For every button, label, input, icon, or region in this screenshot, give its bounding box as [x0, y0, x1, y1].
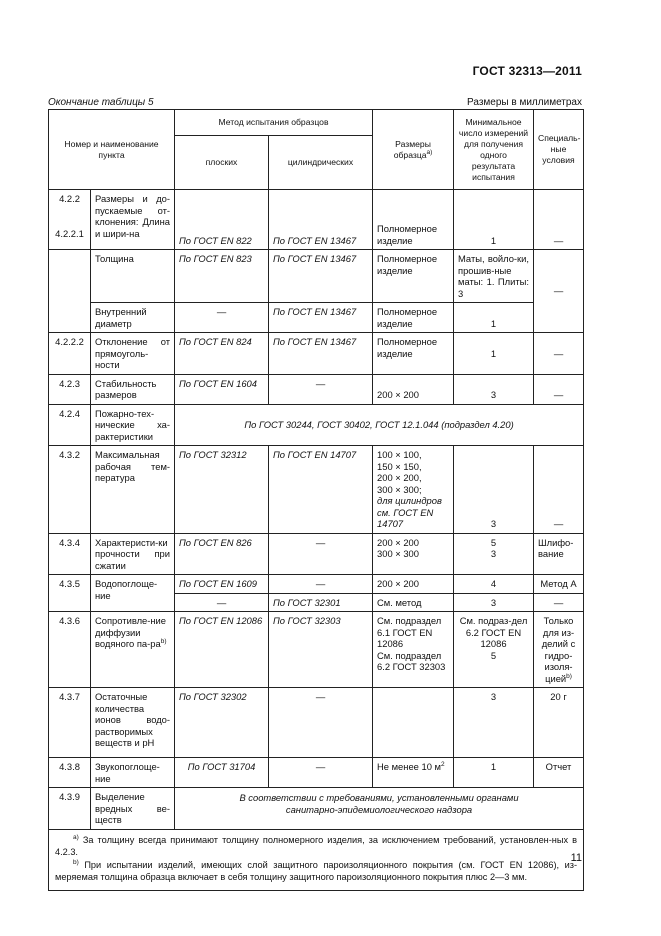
method-cylindrical: По ГОСТ EN 14707	[269, 446, 373, 534]
method-cylindrical: —	[269, 688, 373, 758]
method-flat: По ГОСТ EN 826	[175, 533, 269, 575]
min-measurements: 1	[454, 190, 534, 250]
method-flat: —	[175, 593, 269, 612]
special-conditions: —	[534, 333, 584, 375]
item-name: Звукопоглоще-ние	[91, 758, 175, 788]
method-flat: По ГОСТ 31704	[175, 758, 269, 788]
min-measurements: 1	[454, 303, 534, 333]
item-number: 4.2.2 4.2.2.1	[49, 190, 91, 250]
table-caption: Окончание таблицы 5	[48, 97, 154, 108]
item-number: 4.3.7	[49, 688, 91, 758]
footnote-a: $^{а)}$ За толщину всегда принимают толщину полномерного изделия, за исключением требований, установлен-ных в 4.2.3.	[55, 833, 578, 857]
min-measurements: См. подраз-дел 6.2 ГОСТ EN 12086 5	[454, 612, 534, 688]
sample-size: Полномерное изделие	[373, 250, 454, 303]
method-flat: По ГОСТ EN 824	[175, 333, 269, 375]
special-conditions: —	[534, 250, 584, 333]
item-name: Толщина	[91, 250, 175, 303]
item-name: Выделение вредных ве-ществ	[91, 788, 175, 830]
method-merged: В соответствии с требованиями, установленными органами санитарно-эпидемиологического надзора	[175, 788, 584, 830]
method-flat: По ГОСТ EN 12086	[175, 612, 269, 688]
footnote-b: $^{b)}$ При испытании изделий, имеющих слой защитного пароизоляционного покрытия (см. ГОСТ EN 12086), из-меряемая толщина образца включает в себя толщину защитного пароизоляционного покрытия плюс 2—3 мм.	[55, 858, 578, 882]
test-methods-table	[48, 109, 584, 891]
min-measurements: 3	[454, 374, 534, 404]
method-flat: По ГОСТ EN 822	[175, 190, 269, 250]
header-size: Размеры образца$^{а)}$	[373, 110, 454, 190]
units-caption: Размеры в миллиметрах	[467, 97, 582, 108]
sample-size: 100 × 100, 150 × 150, 200 × 200, 300 × 300; для цилиндров см. ГОСТ EN 14707	[373, 446, 454, 534]
min-measurements: 3	[454, 688, 534, 758]
item-number: 4.2.2.2	[49, 333, 91, 375]
min-measurements: 3	[454, 593, 534, 612]
table-row	[49, 250, 584, 303]
table-row	[49, 788, 584, 830]
item-number: 4.3.8	[49, 758, 91, 788]
special-conditions: Отчет	[534, 758, 584, 788]
sample-size: Полномерное изделие	[373, 333, 454, 375]
standard-designation: ГОСТ 32313—2011	[472, 64, 582, 78]
table-row	[49, 374, 584, 404]
method-flat: —	[175, 303, 269, 333]
special-conditions: Метод А	[534, 575, 584, 594]
table-row	[49, 533, 584, 575]
min-measurements: 1	[454, 333, 534, 375]
header-cylindrical: цилиндрических	[269, 136, 373, 190]
method-cylindrical: По ГОСТ EN 13467	[269, 333, 373, 375]
method-flat: По ГОСТ EN 1609	[175, 575, 269, 594]
method-cylindrical: —	[269, 374, 373, 404]
sample-size: См. метод	[373, 593, 454, 612]
method-cylindrical: По ГОСТ EN 13467	[269, 190, 373, 250]
table-footnotes	[49, 829, 584, 890]
special-conditions: —	[534, 593, 584, 612]
header-method: Метод испытания образцов	[175, 110, 373, 136]
header-special-conditions: Специаль-ные условия	[534, 110, 584, 190]
header-min-measurements: Минимальное число измерений для получения одного результата испытания	[454, 110, 534, 190]
sample-size	[373, 688, 454, 758]
item-name: Водопоглоще-ние	[91, 575, 175, 612]
method-cylindrical: —	[269, 533, 373, 575]
table-row	[49, 688, 584, 758]
method-flat: По ГОСТ EN 1604	[175, 374, 269, 404]
table-row	[49, 446, 584, 534]
item-name: Отклонение от прямоуголь-ности	[91, 333, 175, 375]
method-cylindrical: По ГОСТ 32303	[269, 612, 373, 688]
table-row	[49, 404, 584, 446]
method-cylindrical: По ГОСТ EN 13467	[269, 250, 373, 303]
special-conditions: —	[534, 446, 584, 534]
item-number: 4.3.6	[49, 612, 91, 688]
sample-size: 200 × 200 300 × 300	[373, 533, 454, 575]
item-name: Остаточные количества ионов водо-растворимых веществ и pH	[91, 688, 175, 758]
table-row	[49, 190, 584, 250]
table-row	[49, 758, 584, 788]
header-item: Номер и наименование пункта	[49, 110, 175, 190]
item-name: Стабильность размеров	[91, 374, 175, 404]
sample-size: Не менее 10 $м^2$	[373, 758, 454, 788]
item-name: Характеристи-ки прочности при сжатии	[91, 533, 175, 575]
method-merged: По ГОСТ 30244, ГОСТ 30402, ГОСТ 12.1.044 (подраздел 4.20)	[175, 404, 584, 446]
table-row	[49, 612, 584, 688]
item-name: Максимальная рабочая тем-пература	[91, 446, 175, 534]
method-cylindrical: —	[269, 575, 373, 594]
item-name: Размеры и до-пускаемые от-клонения: Длина и шири-на	[91, 190, 175, 250]
special-conditions: —	[534, 374, 584, 404]
method-cylindrical: —	[269, 758, 373, 788]
table-row	[49, 333, 584, 375]
method-flat: По ГОСТ 32302	[175, 688, 269, 758]
sample-size: Полномерное изделие	[373, 303, 454, 333]
sample-size: 200 × 200	[373, 575, 454, 594]
item-number: 4.3.5	[49, 575, 91, 612]
method-flat: По ГОСТ EN 823	[175, 250, 269, 303]
special-conditions: 20 г	[534, 688, 584, 758]
table-row	[49, 303, 584, 333]
special-conditions: Только для из-делий с гидро-изоля-цией$^{b)}$	[534, 612, 584, 688]
min-measurements: 4	[454, 575, 534, 594]
table-row	[49, 575, 584, 594]
method-cylindrical: По ГОСТ 32301	[269, 593, 373, 612]
sample-size: Полномерное изделие	[373, 190, 454, 250]
min-measurements: Маты, войло-ки, прошив-ные маты: 1. Плиты: 3	[454, 250, 534, 303]
item-number: 4.3.2	[49, 446, 91, 534]
item-name: Внутренний диаметр	[91, 303, 175, 333]
min-measurements: 1	[454, 758, 534, 788]
item-number: 4.2.4	[49, 404, 91, 446]
method-flat: По ГОСТ 32312	[175, 446, 269, 534]
sample-size: См. подраздел 6.1 ГОСТ EN 12086 См. подраздел 6.2 ГОСТ 32303	[373, 612, 454, 688]
item-number: 4.3.4	[49, 533, 91, 575]
min-measurements: 3	[454, 446, 534, 534]
item-name: Пожарно-тех-нические ха-рактеристики	[91, 404, 175, 446]
sample-size: 200 × 200	[373, 374, 454, 404]
item-name: Сопротивле-ние диффузии водяного $па-ра^{b)}$	[91, 612, 175, 688]
special-conditions: —	[534, 190, 584, 250]
item-number: 4.3.9	[49, 788, 91, 830]
min-measurements: 5 3	[454, 533, 534, 575]
method-cylindrical: По ГОСТ EN 13467	[269, 303, 373, 333]
page-number: 11	[570, 852, 582, 864]
header-flat: плоских	[175, 136, 269, 190]
special-conditions: Шлифо-вание	[534, 533, 584, 575]
item-number: 4.2.3	[49, 374, 91, 404]
